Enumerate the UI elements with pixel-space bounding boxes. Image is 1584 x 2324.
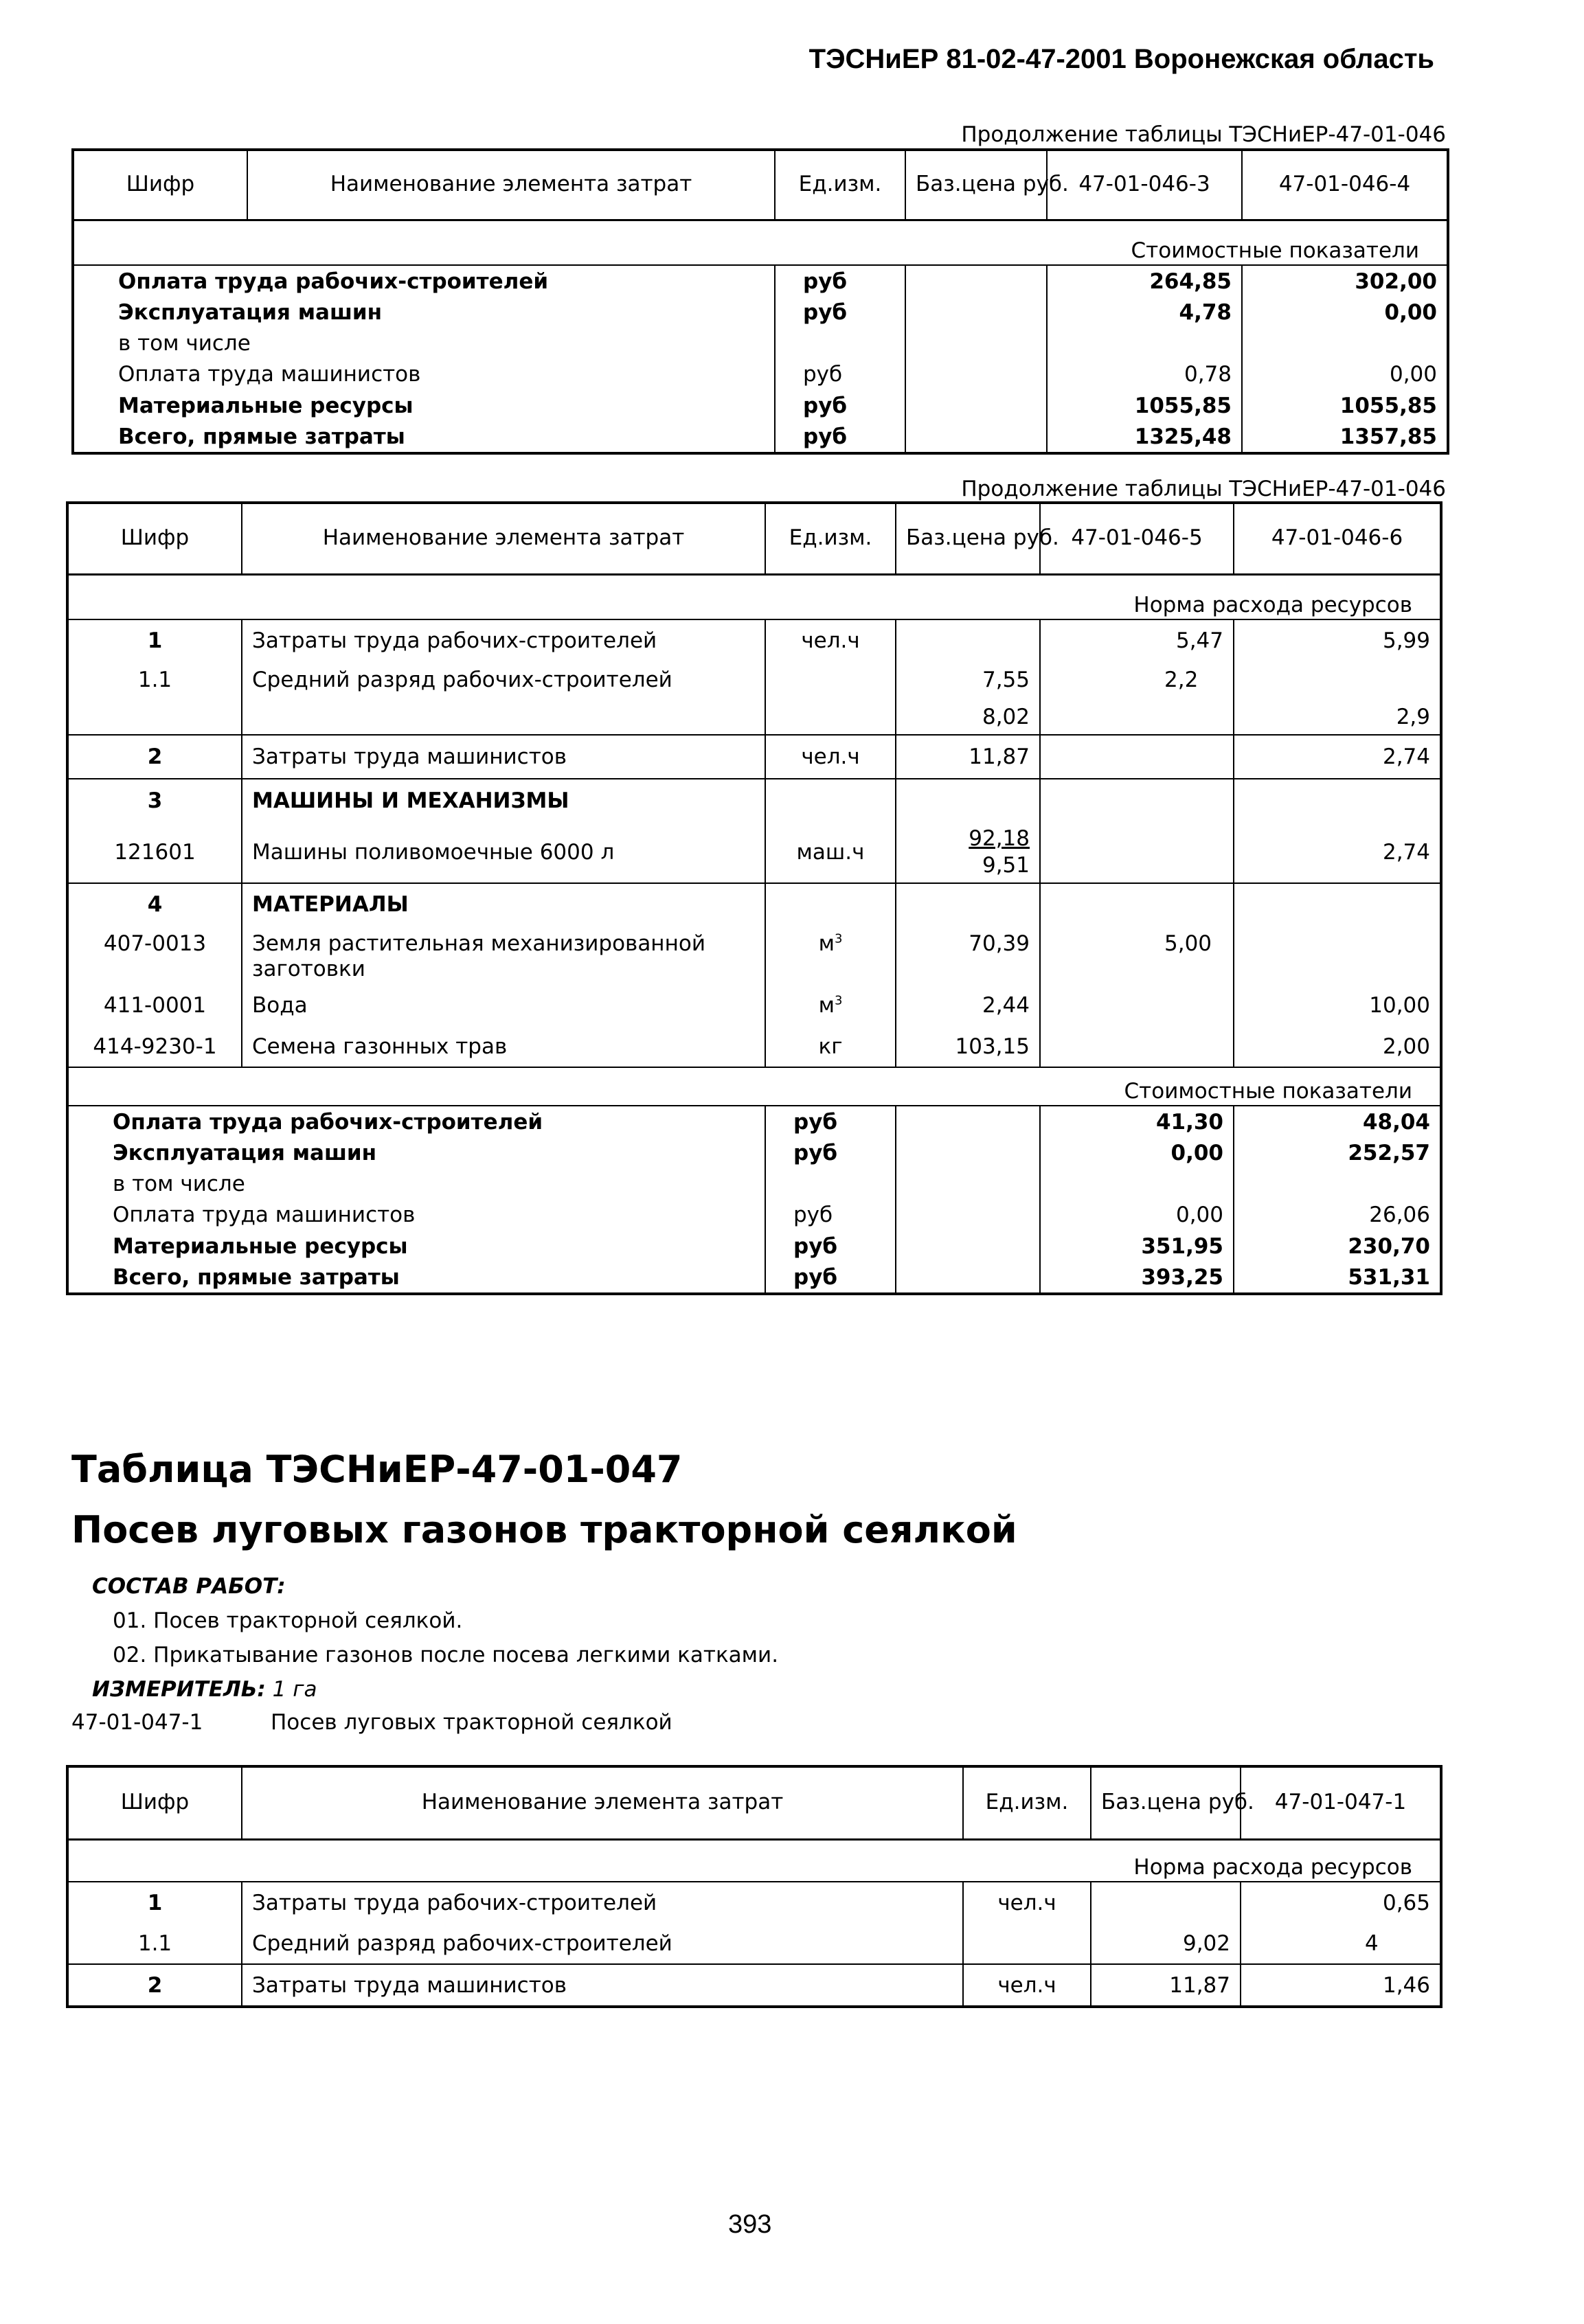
header-unit: Ед.изм.	[765, 503, 896, 574]
header-name: Наименование элемента затрат	[242, 1766, 963, 1839]
header-price: Баз.цена руб.	[896, 503, 1040, 574]
header-name: Наименование элемента затрат	[242, 503, 765, 574]
header-col2: 47-01-046-4	[1242, 150, 1448, 220]
table-row: Эксплуатация машин руб 0,00 252,57	[67, 1137, 1441, 1169]
table-row: Всего, прямые затраты руб 393,25 531,31	[67, 1262, 1441, 1294]
table-subtitle: Посев луговых газонов тракторной сеялкой	[71, 1508, 1017, 1551]
header-price: Баз.цена руб.	[1091, 1766, 1241, 1839]
header-name: Наименование элемента затрат	[247, 150, 775, 220]
item-name: Посев луговых тракторной сеялкой	[271, 1710, 672, 1735]
item-code: 47-01-047-1	[71, 1710, 203, 1735]
table-row: Всего, прямые затраты руб 1325,48 1357,85	[73, 422, 1448, 453]
works-label: СОСТАВ РАБОТ:	[92, 1574, 286, 1599]
table-row: 411-0001 Вода $м^3$ 2,44 10,00	[67, 985, 1441, 1026]
section-label: Стоимостные показатели	[73, 220, 1448, 265]
table-row: 121601 Машины поливомоечные 6000 л маш.ч 92,18 9,51 2,74	[67, 821, 1441, 883]
table1-continuation: Продолжение таблицы ТЭСНиЕР-47-01-046	[961, 122, 1446, 147]
table-row: 414-9230-1 Семена газонных трав кг 103,15 2,00	[67, 1026, 1441, 1067]
table-row: 1 Затраты труда рабочих-строителей чел.ч 0,65	[67, 1882, 1441, 1923]
table-row: 2 Затраты труда машинистов чел.ч 11,87 1,46	[67, 1964, 1441, 2007]
header-unit: Ед.изм.	[963, 1766, 1091, 1839]
header-code: Шифр	[67, 503, 242, 574]
header-price: Баз.цена руб.	[905, 150, 1047, 220]
page-number: 393	[728, 2210, 772, 2239]
resource-table-047-1	[66, 1765, 1442, 2008]
table-row: в том числе	[73, 328, 1448, 358]
table-row: в том числе	[67, 1169, 1441, 1199]
table-row: 407-0013 Земля растительная механизированной заготовки $м^3$ 70,39 5,00	[67, 924, 1441, 985]
table-row: 3 МАШИНЫ И МЕХАНИЗМЫ	[67, 779, 1441, 821]
header-code: Шифр	[73, 150, 247, 220]
table-row: Оплата труда машинистов руб 0,78 0,00	[73, 358, 1448, 390]
table-row: 1.1 Средний разряд рабочих-строителей 9,02 4	[67, 1923, 1441, 1964]
table-row: Оплата труда рабочих-строителей руб 264,85 302,00	[73, 265, 1448, 297]
table-row: Материальные ресурсы руб 351,95 230,70	[67, 1231, 1441, 1262]
cost-table-046-3-4	[71, 148, 1449, 455]
resource-table-046-5-6	[66, 501, 1442, 1295]
work-item-1: 01. Посев тракторной сеялкой.	[113, 1608, 463, 1633]
header-col1: 47-01-046-3	[1047, 150, 1242, 220]
header-col1: 47-01-047-1	[1241, 1766, 1441, 1839]
table-row: 4 МАТЕРИАЛЫ	[67, 883, 1441, 924]
header-col2: 47-01-046-6	[1234, 503, 1441, 574]
table2-continuation: Продолжение таблицы ТЭСНиЕР-47-01-046	[961, 477, 1446, 501]
section-label: Норма расхода ресурсов	[67, 1839, 1441, 1882]
header-code: Шифр	[67, 1766, 242, 1839]
meter-label: ИЗМЕРИТЕЛЬ:	[92, 1677, 266, 1702]
header-unit: Ед.изм.	[775, 150, 905, 220]
table-row: 2 Затраты труда машинистов чел.ч 11,87 2,74	[67, 735, 1441, 779]
table-row: 8,02 2,9	[67, 699, 1441, 735]
table-row: 1 Затраты труда рабочих-строителей чел.ч 5,47 5,99	[67, 619, 1441, 661]
table-row: Материальные ресурсы руб 1055,85 1055,85	[73, 390, 1448, 422]
table-row: 1.1 Средний разряд рабочих-строителей 7,55 2,2	[67, 661, 1441, 699]
table-row: Эксплуатация машин руб 4,78 0,00	[73, 297, 1448, 328]
page-header: ТЭСНиЕР 81-02-47-2001 Воронежская область	[808, 44, 1434, 74]
section-label: Стоимостные показатели	[67, 1067, 1441, 1106]
section-label: Норма расхода ресурсов	[67, 574, 1441, 619]
work-item-2: 02. Прикатывание газонов после посева легкими катками.	[113, 1643, 779, 1667]
table-title: Таблица ТЭСНиЕР-47-01-047	[71, 1448, 683, 1491]
meter-value: 1 га	[272, 1677, 317, 1702]
table-row: Оплата труда рабочих-строителей руб 41,30 48,04	[67, 1106, 1441, 1137]
table-row: Оплата труда машинистов руб 0,00 26,06	[67, 1199, 1441, 1231]
header-col1: 47-01-046-5	[1040, 503, 1234, 574]
